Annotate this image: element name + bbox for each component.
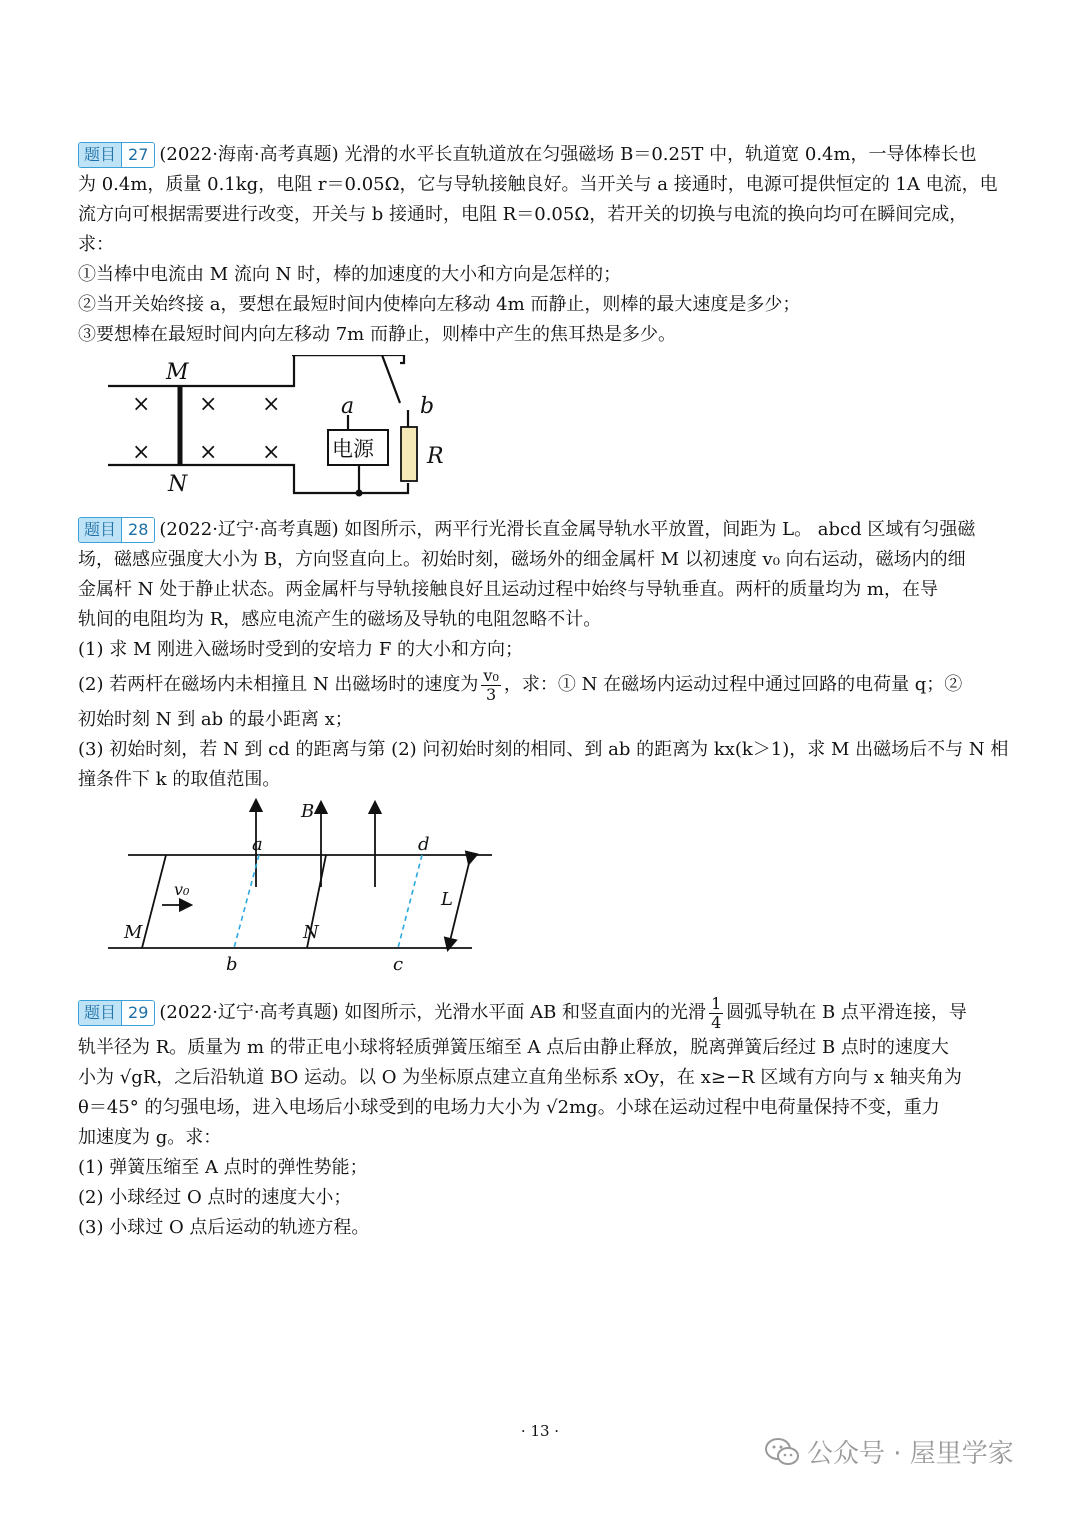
label-d: d	[418, 834, 430, 855]
watermark: 公众号 · 屋里学家	[765, 1433, 1014, 1470]
problem-29-line: 小为 √gR，之后沿轨道 BO 运动。以 O 为坐标原点建立直角坐标系 xOy，在 x≥−R 区域有方向与 x 轴夹角为	[78, 1067, 962, 1088]
field-cross: ×	[199, 440, 218, 465]
problem-tag: 题目 28	[78, 517, 155, 543]
problem-27-line: 流方向可根据需要进行改变，开关与 b 接通时，电阻 R＝0.05Ω，若开关的切换与电流的换向均可在瞬间完成，	[78, 204, 968, 225]
page-number: · 13 ·	[520, 1422, 560, 1440]
problem-28-line: 初始时刻 N 到 ab 的最小距离 x；	[78, 709, 353, 730]
problem-29-line: 加速度为 g。求：	[78, 1127, 222, 1148]
problem-28-line: 撞条件下 k 的取值范围。	[78, 769, 281, 790]
field-cross: ×	[262, 392, 281, 417]
junction-dot	[356, 490, 363, 497]
problem-27-line: ③要想棒在最短时间内向左移动 7m 而静止，则棒中产生的焦耳热是多少。	[78, 324, 676, 345]
problem-27-line: 求：	[78, 234, 114, 255]
problem-28	[78, 515, 1009, 795]
label-b: b	[226, 954, 238, 975]
label-a: a	[252, 834, 263, 855]
field-cross: ×	[132, 392, 151, 417]
problem-29-line: θ＝45° 的匀强电场，进入电场后小球受到的电场力大小为 √2mg。小球在运动过程中电荷量保持不变，重力	[78, 1097, 940, 1118]
rod-M	[142, 855, 166, 948]
label-R: R	[427, 444, 444, 469]
problem-27-line: 为 0.4m，质量 0.1kg，电阻 r＝0.05Ω，它与导轨接触良好。当开关与 a 接通时，电源可提供恒定的 1A 电流，电	[78, 174, 998, 195]
problem-28-line: 金属杆 N 处于静止状态。两金属杆与导轨接触良好且运动过程中始终与导轨垂直。两杆的质量均为 m，在导	[78, 579, 938, 600]
problem-29	[78, 993, 998, 1243]
label-b: b	[420, 394, 435, 419]
rails-figure	[104, 795, 504, 980]
problem-29-line-0: 题目 29 (2022·辽宁·高考真题) 如图所示，光滑水平面 AB 和竖直面内的光滑 $\frac{1}{4}$ 圆弧导轨在 B 点平滑连接，导	[78, 993, 998, 1033]
problem-29-line: (1) 弹簧压缩至 A 点时的弹性势能；	[78, 1157, 368, 1178]
problem-27-line: ①当棒中电流由 M 流向 N 时，棒的加速度的大小和方向是怎样的；	[78, 264, 622, 285]
problem-29-line: (2) 小球经过 O 点时的速度大小；	[78, 1187, 352, 1208]
field-cross: ×	[262, 440, 281, 465]
problem-tag: 题目 27	[78, 142, 155, 168]
label-N: N	[168, 472, 188, 497]
label-source: 电源	[332, 437, 374, 461]
problem-27	[78, 140, 998, 350]
problem-tag: 题目 29	[78, 1000, 155, 1026]
problem-27-line: ②当开关始终接 a，要想在最短时间内使棒向左移动 4m 而静止，则棒的最大速度是多少；	[78, 294, 801, 315]
fraction: $\frac{1}{4}$	[711, 993, 722, 1032]
label-N: N	[303, 922, 319, 943]
label-B: B	[301, 801, 315, 822]
problem-29-line: 轨半径为 R。质量为 m 的带正电小球将轻质弹簧压缩至 A 点后由静止释放，脱离弹簧后经过 B 点时的速度大	[78, 1037, 949, 1058]
wechat-icon	[765, 1437, 799, 1467]
problem-28-line: 轨间的电阻均为 R，感应电流产生的磁场及导轨的电阻忽略不计。	[78, 609, 602, 630]
problem-28-line: (1) 求 M 刚进入磁场时受到的安培力 F 的大小和方向；	[78, 639, 524, 660]
label-v0: v₀	[174, 880, 190, 899]
fraction: $\frac{\text{v₀}}{3}$	[483, 665, 499, 704]
label-L: L	[441, 889, 453, 910]
problem-28-line-frac: (2) 若两杆在磁场内未相撞且 N 出磁场时的速度为 $\frac{\text{v₀}}{3}$ ，求：① N 在磁场内运动过程中通过回路的电荷量 q；②	[78, 665, 963, 704]
label-c: c	[393, 954, 404, 975]
label-M: M	[166, 360, 189, 385]
field-cross: ×	[132, 440, 151, 465]
problem-28-line: (3) 初始时刻，若 N 到 cd 的距离与第 (2) 问初始时刻的相同、到 ab 的距离为 kx(k＞1)，求 M 出磁场后不与 N 相	[78, 739, 1009, 760]
problem-27-line-0: 题目 27 (2022·海南·高考真题) 光滑的水平长直轨道放在匀强磁场 B＝0.25T 中，轨道宽 0.4m，一导体棒长也	[78, 140, 998, 170]
problem-28-line-0: 题目 28 (2022·辽宁·高考真题) 如图所示，两平行光滑长直金属导轨水平放置，间距为 L。 abcd 区域有匀强磁	[78, 515, 998, 545]
problem-28-line: 场，磁感应强度大小为 B，方向竖直向上。初始时刻，磁场外的细金属杆 M 以初速度 v₀ 向右运动，磁场内的细	[78, 549, 966, 570]
circuit-figure	[104, 355, 454, 500]
problem-29-line: (3) 小球过 O 点后运动的轨迹方程。	[78, 1217, 370, 1238]
boundary-cd	[398, 855, 422, 948]
label-a: a	[341, 394, 355, 419]
label-M: M	[124, 922, 143, 943]
field-cross: ×	[199, 392, 218, 417]
